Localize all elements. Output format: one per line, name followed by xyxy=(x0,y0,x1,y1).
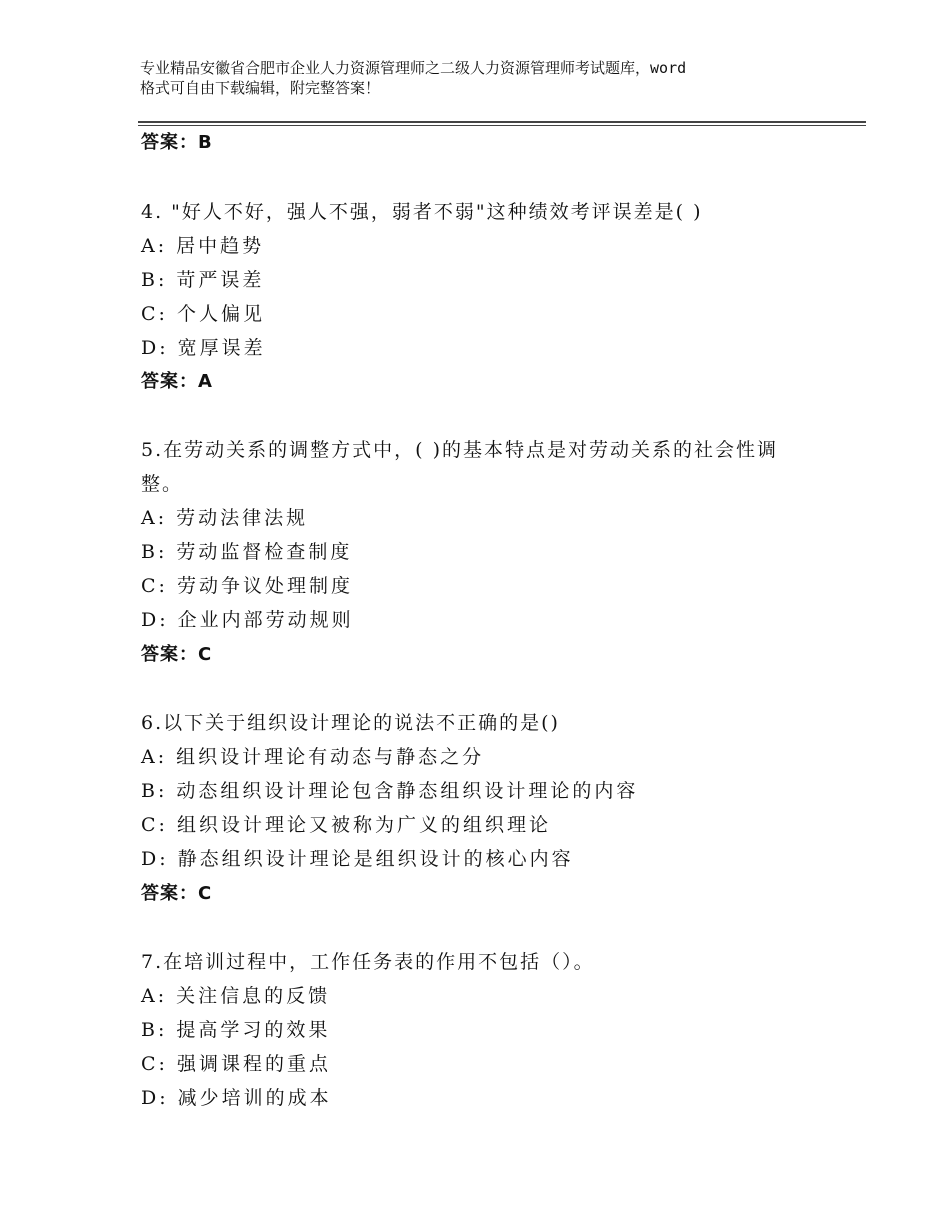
question-6-option-d: D: 静态组织设计理论是组织设计的核心内容 xyxy=(141,848,574,870)
question-6-option-c: C: 组织设计理论又被称为广义的组织理论 xyxy=(141,814,551,836)
question-4-option-d: D: 宽厚误差 xyxy=(141,337,266,359)
header-line-1: 专业精品安徽省合肥市企业人力资源管理师之二级人力资源管理师考试题库，word xyxy=(140,59,687,77)
document-header xyxy=(140,58,840,98)
answer-q6: 答案：C xyxy=(141,883,213,904)
answer-q4: 答案：A xyxy=(141,371,213,392)
answer-q5: 答案：C xyxy=(141,644,213,665)
question-6-option-a: A: 组织设计理论有动态与静态之分 xyxy=(141,746,485,768)
question-7-option-b: B: 提高学习的效果 xyxy=(141,1019,331,1041)
question-5-option-b: B: 劳动监督检查制度 xyxy=(141,541,353,563)
question-5-stem-line-1: 5.在劳动关系的调整方式中，( )的基本特点是对劳动关系的社会性调 xyxy=(141,439,778,461)
question-5-option-d: D: 企业内部劳动规则 xyxy=(141,609,354,631)
question-7-stem: 7.在培训过程中，工作任务表的作用不包括（）。 xyxy=(141,951,595,973)
question-4-option-c: C: 个人偏见 xyxy=(141,303,265,325)
question-4-option-a: A: 居中趋势 xyxy=(141,235,265,257)
question-6-stem: 6.以下关于组织设计理论的说法不正确的是() xyxy=(141,712,560,734)
question-5-option-a: A: 劳动法律法规 xyxy=(141,507,309,529)
question-7-option-d: D: 减少培训的成本 xyxy=(141,1087,332,1109)
question-4-option-b: B: 苛严误差 xyxy=(141,269,265,291)
question-5-stem-line-2: 整。 xyxy=(141,473,184,495)
question-5-option-c: C: 劳动争议处理制度 xyxy=(141,575,353,597)
answer-q3: 答案：B xyxy=(141,132,213,153)
question-4-stem: 4. "好人不好，强人不强，弱者不弱"这种绩效考评误差是( ) xyxy=(141,201,703,223)
header-divider-thin xyxy=(138,125,866,126)
header-line-2: 格式可自由下载编辑，附完整答案！ xyxy=(140,79,381,97)
question-7-option-a: A: 关注信息的反馈 xyxy=(141,985,331,1007)
question-6-option-b: B: 动态组织设计理论包含静态组织设计理论的内容 xyxy=(141,780,639,802)
header-divider-thick xyxy=(138,121,866,123)
question-7-option-c: C: 强调课程的重点 xyxy=(141,1053,331,1075)
